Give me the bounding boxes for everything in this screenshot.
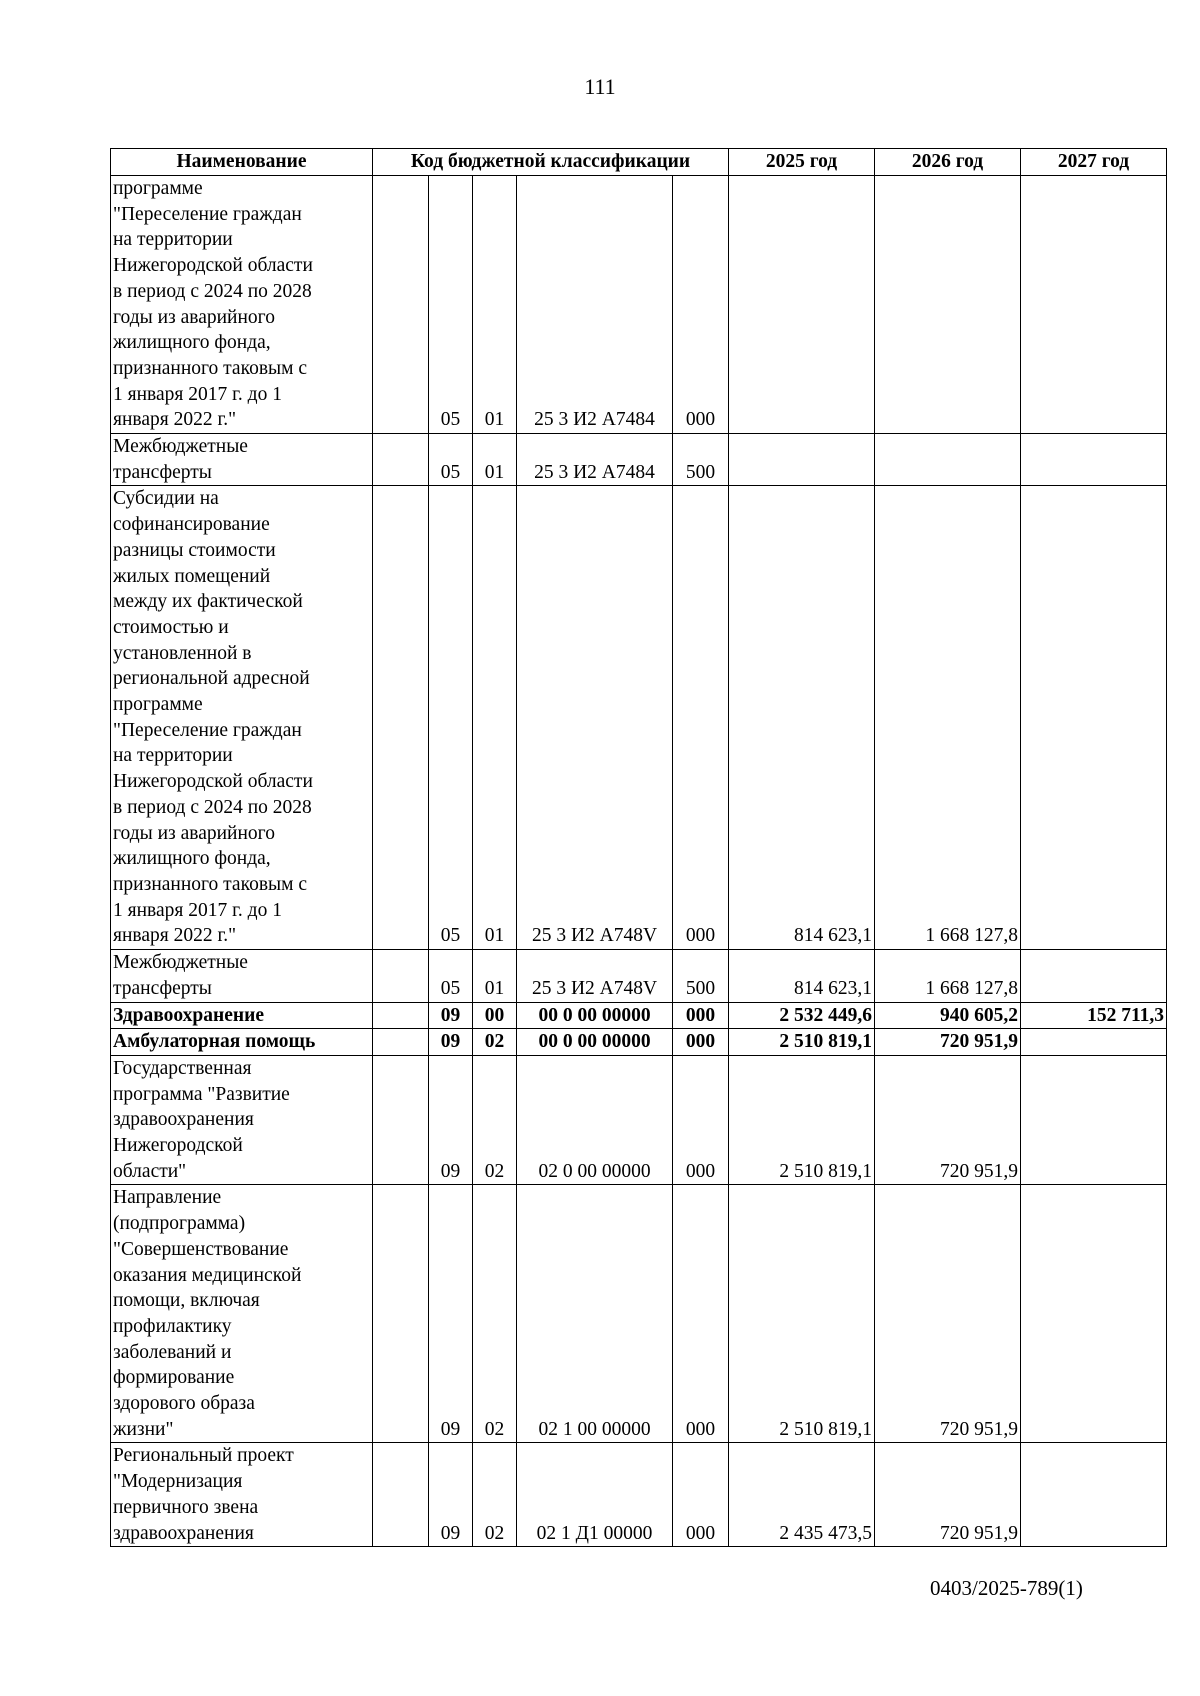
- target-article-code: 00 0 00 00000: [517, 1029, 673, 1056]
- code-cell: [373, 1029, 429, 1056]
- row-name-line: в период с 2024 по 2028: [113, 280, 312, 302]
- value-2027: [1021, 176, 1167, 434]
- row-name: [111, 1002, 373, 1029]
- section-code: 05: [429, 486, 473, 950]
- value-2027: [1021, 950, 1167, 1002]
- table-row: [111, 1185, 1167, 1443]
- table-body: [111, 176, 1167, 1547]
- value-2027: [1021, 1029, 1167, 1056]
- table-row: [111, 950, 1167, 1002]
- section-code: 09: [429, 1443, 473, 1547]
- row-name-line: установленной в: [113, 642, 252, 664]
- row-name-line: жизни": [113, 1418, 174, 1440]
- section-code: 05: [429, 950, 473, 1002]
- row-name-line: между их фактической: [113, 591, 303, 613]
- row-name-line: "Переселение граждан: [113, 719, 302, 741]
- row-name-line: формирование: [113, 1367, 235, 1389]
- table-row: [111, 176, 1167, 434]
- value-2025: 2 510 819,1: [729, 1055, 875, 1185]
- value-2026: 720 951,9: [875, 1029, 1021, 1056]
- row-name-line: Нижегородской: [113, 1135, 243, 1157]
- subsection-code: 02: [473, 1443, 517, 1547]
- row-name: [111, 176, 373, 434]
- row-name-line: области": [113, 1160, 187, 1182]
- row-name-line: Региональный проект: [113, 1445, 294, 1467]
- code-cell: [373, 1055, 429, 1185]
- row-name-line: (подпрограмма): [113, 1213, 246, 1235]
- row-name-line: Нижегородской области: [113, 255, 313, 277]
- section-code: 05: [429, 434, 473, 486]
- value-2026: 720 951,9: [875, 1055, 1021, 1185]
- header-2027: 2027 год: [1021, 149, 1167, 176]
- row-name-line: программе: [113, 694, 203, 716]
- row-name-line: на территории: [113, 745, 233, 767]
- row-name-line: "Переселение граждан: [113, 203, 302, 225]
- target-article-code: 02 1 00 00000: [517, 1185, 673, 1443]
- row-name-line: 1 января 2017 г. до 1: [113, 899, 282, 921]
- value-2025: [729, 434, 875, 486]
- expense-type-code: 000: [673, 176, 729, 434]
- table-row: [111, 434, 1167, 486]
- expense-type-code: 500: [673, 950, 729, 1002]
- row-name-line: здорового образа: [113, 1393, 255, 1415]
- target-article-code: 25 3 И2 А7484: [517, 434, 673, 486]
- expense-type-code: 000: [673, 1055, 729, 1185]
- subsection-code: 02: [473, 1055, 517, 1185]
- expense-type-code: 000: [673, 486, 729, 950]
- row-name-line: января 2022 г.": [113, 409, 237, 431]
- row-name-line: программа "Развитие: [113, 1083, 290, 1105]
- value-2025: 2 510 819,1: [729, 1029, 875, 1056]
- table-header-row: [111, 149, 1167, 176]
- row-name-line: заболеваний и: [113, 1341, 232, 1363]
- code-cell: [373, 1185, 429, 1443]
- code-cell: [373, 1443, 429, 1547]
- row-name: [111, 1443, 373, 1547]
- target-article-code: 00 0 00 00000: [517, 1002, 673, 1029]
- value-2025: 2 510 819,1: [729, 1185, 875, 1443]
- code-cell: [373, 950, 429, 1002]
- expense-type-code: 000: [673, 1185, 729, 1443]
- row-name-line: программе: [113, 178, 203, 199]
- subsection-code: 01: [473, 176, 517, 434]
- budget-table: [110, 148, 1167, 1547]
- row-name-line: трансферты: [113, 461, 212, 483]
- row-name-line: годы из аварийного: [113, 306, 275, 328]
- row-name-line: Направление: [113, 1187, 222, 1209]
- row-name-line: жилищного фонда,: [113, 332, 271, 354]
- page-number: 111: [584, 74, 616, 99]
- row-name-line: годы из аварийного: [113, 822, 275, 844]
- header-2026: 2026 год: [875, 149, 1021, 176]
- row-name-line: здравоохранения: [113, 1109, 254, 1131]
- table-row: [111, 1443, 1167, 1547]
- header-name: Наименование: [111, 149, 373, 176]
- value-2026: 720 951,9: [875, 1443, 1021, 1547]
- value-2025: 2 435 473,5: [729, 1443, 875, 1547]
- row-name-line: региональной адресной: [113, 668, 310, 690]
- section-code: 09: [429, 1002, 473, 1029]
- value-2026: 720 951,9: [875, 1185, 1021, 1443]
- value-2026: 1 668 127,8: [875, 486, 1021, 950]
- row-name-line: в период с 2024 по 2028: [113, 796, 312, 818]
- row-name: [111, 434, 373, 486]
- row-name-line: стоимостью и: [113, 616, 229, 638]
- header-code: Код бюджетной классификации: [373, 149, 729, 176]
- table-row: [111, 1055, 1167, 1185]
- target-article-code: 25 3 И2 А748V: [517, 950, 673, 1002]
- section-code: 05: [429, 176, 473, 434]
- value-2027: 152 711,3: [1021, 1002, 1167, 1029]
- table-row: [111, 486, 1167, 950]
- target-article-code: 02 0 00 00000: [517, 1055, 673, 1185]
- code-cell: [373, 434, 429, 486]
- row-name-line: софинансирование: [113, 514, 270, 536]
- row-name-line: признанного таковым с: [113, 357, 308, 379]
- header-2025: 2025 год: [729, 149, 875, 176]
- value-2026: 940 605,2: [875, 1002, 1021, 1029]
- subsection-code: 02: [473, 1185, 517, 1443]
- row-name-line: помощи, включая: [113, 1290, 260, 1312]
- table-row: [111, 1029, 1167, 1056]
- expense-type-code: 000: [673, 1002, 729, 1029]
- row-name-line: Государственная: [113, 1057, 252, 1079]
- row-name-line: трансферты: [113, 977, 212, 999]
- row-name: [111, 1055, 373, 1185]
- subsection-code: 01: [473, 434, 517, 486]
- row-name-line: Нижегородской области: [113, 771, 313, 793]
- row-name-line: Межбюджетные: [113, 436, 248, 458]
- row-name-line: первичного звена: [113, 1496, 259, 1518]
- subsection-code: 02: [473, 1029, 517, 1056]
- subsection-code: 01: [473, 950, 517, 1002]
- code-cell: [373, 1002, 429, 1029]
- value-2027: [1021, 486, 1167, 950]
- row-name-line: Межбюджетные: [113, 952, 248, 974]
- document-code: 0403/2025-789(1): [930, 1576, 1083, 1600]
- row-name-line: "Совершенствование: [113, 1238, 289, 1260]
- row-name-line: жилых помещений: [113, 565, 271, 587]
- value-2026: [875, 176, 1021, 434]
- value-2027: [1021, 434, 1167, 486]
- row-name-line: на территории: [113, 229, 233, 251]
- section-code: 09: [429, 1029, 473, 1056]
- value-2025: 2 532 449,6: [729, 1002, 875, 1029]
- row-name: [111, 1185, 373, 1443]
- value-2027: [1021, 1055, 1167, 1185]
- row-name-line: профилактику: [113, 1315, 232, 1337]
- row-name-line: Здравоохранение: [113, 1004, 265, 1026]
- row-name: [111, 1029, 373, 1056]
- row-name-line: Субсидии на: [113, 488, 219, 510]
- code-cell: [373, 176, 429, 434]
- row-name-line: января 2022 г.": [113, 925, 237, 947]
- value-2026: [875, 434, 1021, 486]
- section-code: 09: [429, 1185, 473, 1443]
- target-article-code: 25 3 И2 А7484: [517, 176, 673, 434]
- target-article-code: 02 1 Д1 00000: [517, 1443, 673, 1547]
- value-2025: 814 623,1: [729, 486, 875, 950]
- row-name-line: признанного таковым с: [113, 873, 308, 895]
- subsection-code: 00: [473, 1002, 517, 1029]
- row-name-line: здравоохранения: [113, 1522, 254, 1544]
- code-cell: [373, 486, 429, 950]
- value-2025: [729, 176, 875, 434]
- row-name-line: оказания медицинской: [113, 1264, 302, 1286]
- value-2027: [1021, 1443, 1167, 1547]
- expense-type-code: 000: [673, 1029, 729, 1056]
- row-name-line: разницы стоимости: [113, 539, 276, 561]
- section-code: 09: [429, 1055, 473, 1185]
- table-row: [111, 1002, 1167, 1029]
- row-name-line: жилищного фонда,: [113, 848, 271, 870]
- row-name-line: 1 января 2017 г. до 1: [113, 383, 282, 405]
- row-name: [111, 486, 373, 950]
- value-2025: 814 623,1: [729, 950, 875, 1002]
- expense-type-code: 000: [673, 1443, 729, 1547]
- value-2027: [1021, 1185, 1167, 1443]
- row-name-line: Амбулаторная помощь: [113, 1031, 316, 1053]
- target-article-code: 25 3 И2 А748V: [517, 486, 673, 950]
- expense-type-code: 500: [673, 434, 729, 486]
- row-name: [111, 950, 373, 1002]
- row-name-line: "Модернизация: [113, 1471, 243, 1493]
- subsection-code: 01: [473, 486, 517, 950]
- value-2026: 1 668 127,8: [875, 950, 1021, 1002]
